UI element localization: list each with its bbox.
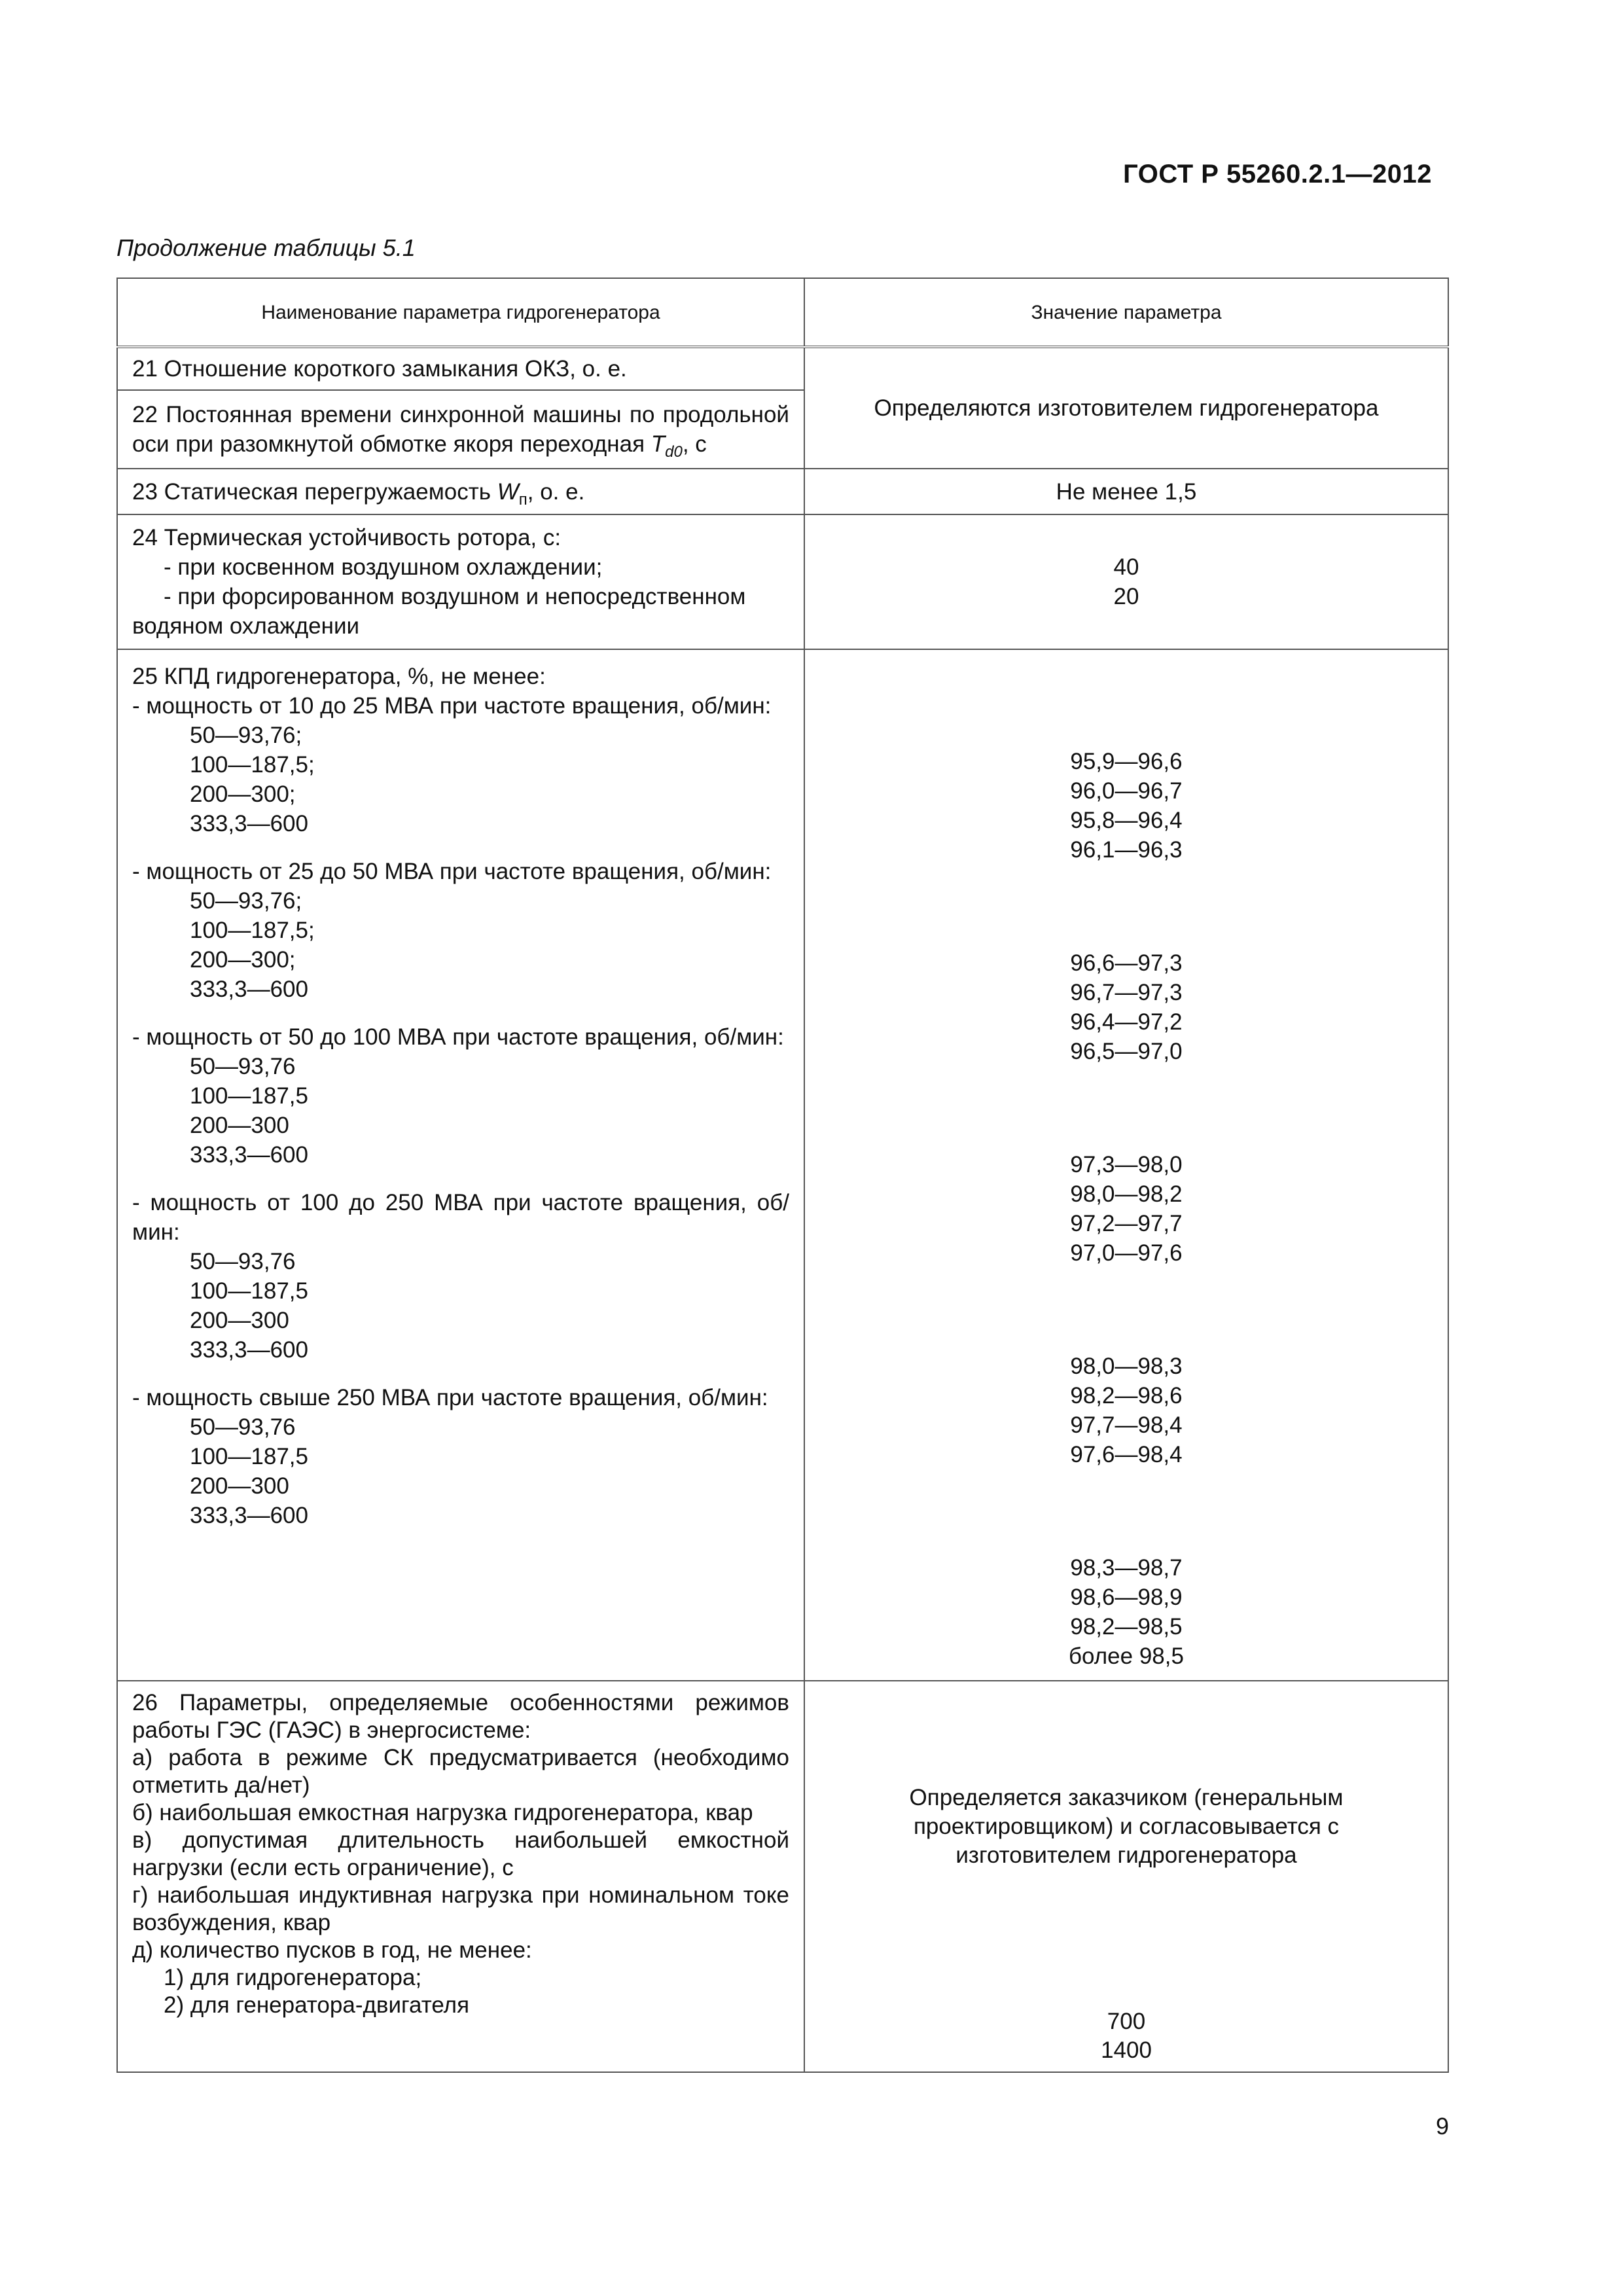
speed-range: 50—93,76 [190,1414,296,1440]
speed-range: 333,3—600 [190,977,308,1002]
row-23-parameter [117,469,804,514]
efficiency-value: 96,4—97,2 [1070,1009,1183,1035]
efficiency-value: более 98,5 [1069,1643,1184,1669]
speed-range: 100—187,5 [190,1083,308,1109]
efficiency-value: 98,0—98,2 [1070,1181,1183,1207]
values-spacer [812,1066,1441,1150]
row-26-item: д) количество пусков в год, не менее: [132,1937,532,1963]
table-row-26 [117,1681,1448,2072]
speed-range: 100—187,5 [190,1278,308,1304]
efficiency-value: 98,3—98,7 [1070,1555,1183,1581]
row-25-group-label: - мощность от 25 до 50 МВА при частоте вращения, об/мин: [132,859,772,884]
speed-range: 200—300 [190,1308,289,1333]
row-24-value: 40 [1113,554,1139,580]
row-23-unit: , о. е. [527,478,585,505]
row-26-item: г) наибольшая индуктивная нагрузка при номинальном токе возбуждения, квар [132,1882,789,1935]
efficiency-value: 96,0—96,7 [1070,778,1183,804]
row-26-value-text: Определяется заказчиком (генеральным проектировщиком) и согласовывается с изготовителем гидрогенератора [909,1785,1344,1868]
row-26-values [804,1681,1448,2072]
row-26-item: в) допустимая длительность наибольшей емкостной нагрузки (если есть ограничение), с [132,1827,789,1880]
efficiency-value: 95,9—96,6 [1070,749,1183,774]
speed-range: 50—93,76; [190,723,302,748]
values-spacer [812,1268,1441,1352]
speed-range: 50—93,76; [190,888,302,914]
speed-range: 333,3—600 [190,1337,308,1363]
row-26-parameter [117,1681,804,2072]
starts-value: 700 [1107,2009,1146,2034]
table-caption: Продолжение таблицы 5.1 [116,234,416,261]
speed-range: 200—300 [190,1473,289,1499]
efficiency-value: 96,7—97,3 [1070,980,1183,1005]
row-25-values [804,649,1448,1681]
row-23-value: Не менее 1,5 [804,469,1448,514]
row-26-item: б) наибольшая емкостная нагрузка гидрогенератора, квар [132,1800,753,1825]
row-23-subscript: п [518,490,527,509]
row-22-symbol: T [651,431,666,457]
row-23-text: 23 Статическая перегружаемость [132,478,497,505]
row-24-value: 20 [1113,584,1139,609]
speed-range: 333,3—600 [190,811,308,836]
row-22-unit: , с [682,431,707,457]
column-header-value: Значение параметра [804,278,1448,347]
efficiency-value: 98,2—98,5 [1070,1614,1183,1640]
values-spacer [812,1870,1441,2007]
row-25-parameter [117,649,804,1681]
row-24-title: 24 Термическая устойчивость ротора, с: [132,525,562,550]
column-header-parameter: Наименование параметра гидрогенератора [117,278,804,347]
efficiency-value: 97,3—98,0 [1070,1152,1183,1177]
row-22-subscript: d0 [665,443,683,461]
table-header-row [117,278,1448,347]
row-21-parameter [117,347,804,390]
speed-range: 100—187,5; [190,918,315,943]
row-24-item: - при форсированном воздушном и непосредственном водяном охлаждении [132,584,746,639]
efficiency-value: 97,7—98,4 [1070,1412,1183,1438]
row-25-group-label: - мощность от 100 до 250 МВА при частоте вращения, об/мин: [132,1190,789,1245]
efficiency-value: 97,2—97,7 [1070,1211,1183,1236]
row-24-values [804,514,1448,649]
parameters-table [116,278,1449,2073]
efficiency-value: 97,0—97,6 [1070,1240,1183,1266]
speed-range: 200—300; [190,947,296,973]
row-25-title: 25 КПД гидрогенератора, %, не менее: [132,664,546,689]
row-26-item: а) работа в режиме СК предусматривается (необходимо отметить да/нет) [132,1745,789,1798]
speed-range: 100—187,5 [190,1444,308,1469]
table-row-21 [117,347,1448,390]
table-row-24 [117,514,1448,649]
document-header: ГОСТ Р 55260.2.1—2012 [1123,160,1432,188]
table-row-23 [117,469,1448,514]
values-spacer [812,865,1441,948]
efficiency-value: 98,0—98,3 [1070,1354,1183,1379]
row-25-group-label: - мощность от 50 до 100 МВА при частоте вращения, об/мин: [132,1024,784,1050]
speed-range: 200—300; [190,781,296,807]
row-22-parameter [117,390,804,469]
row-26-subitem: 2) для генератора-двигателя [164,1992,470,2018]
values-spacer [812,1469,1441,1553]
row-26-title: 26 Параметры, определяемые особенностями режимов работы ГЭС (ГАЭС) в энергосистеме: [132,1690,789,1743]
row-23-symbol: W [497,478,519,505]
page-number: 9 [1435,2113,1449,2140]
row-24-parameter [117,514,804,649]
row-25-group-label: - мощность от 10 до 25 МВА при частоте вращения, об/мин: [132,693,772,719]
efficiency-value: 95,8—96,4 [1070,808,1183,833]
speed-range: 50—93,76 [190,1249,296,1274]
row-21-text: 21 Отношение короткого замыкания ОКЗ, о. е. [132,356,627,382]
efficiency-value: 96,6—97,3 [1070,950,1183,976]
table-row-25 [117,649,1448,1681]
speed-range: 100—187,5; [190,752,315,778]
speed-range: 333,3—600 [190,1142,308,1168]
rows-21-22-value: Определяются изготовителем гидрогенератора [804,347,1448,469]
efficiency-value: 96,5—97,0 [1070,1039,1183,1064]
speed-range: 50—93,76 [190,1054,296,1079]
row-24-item: - при косвенном воздушном охлаждении; [164,554,603,580]
speed-range: 333,3—600 [190,1503,308,1528]
efficiency-value: 97,6—98,4 [1070,1442,1183,1467]
row-22-text: 22 Постоянная времени синхронной машины по продольной оси при разомкнутой обмотке якоря переходная [132,402,789,457]
row-26-subitem: 1) для гидрогенератора; [164,1965,422,1990]
speed-range: 200—300 [190,1113,289,1138]
efficiency-value: 98,6—98,9 [1070,1585,1183,1610]
starts-value: 1400 [1101,2037,1152,2063]
row-25-group-label: - мощность свыше 250 МВА при частоте вращения, об/мин: [132,1385,768,1410]
efficiency-value: 96,1—96,3 [1070,837,1183,863]
efficiency-value: 98,2—98,6 [1070,1383,1183,1408]
